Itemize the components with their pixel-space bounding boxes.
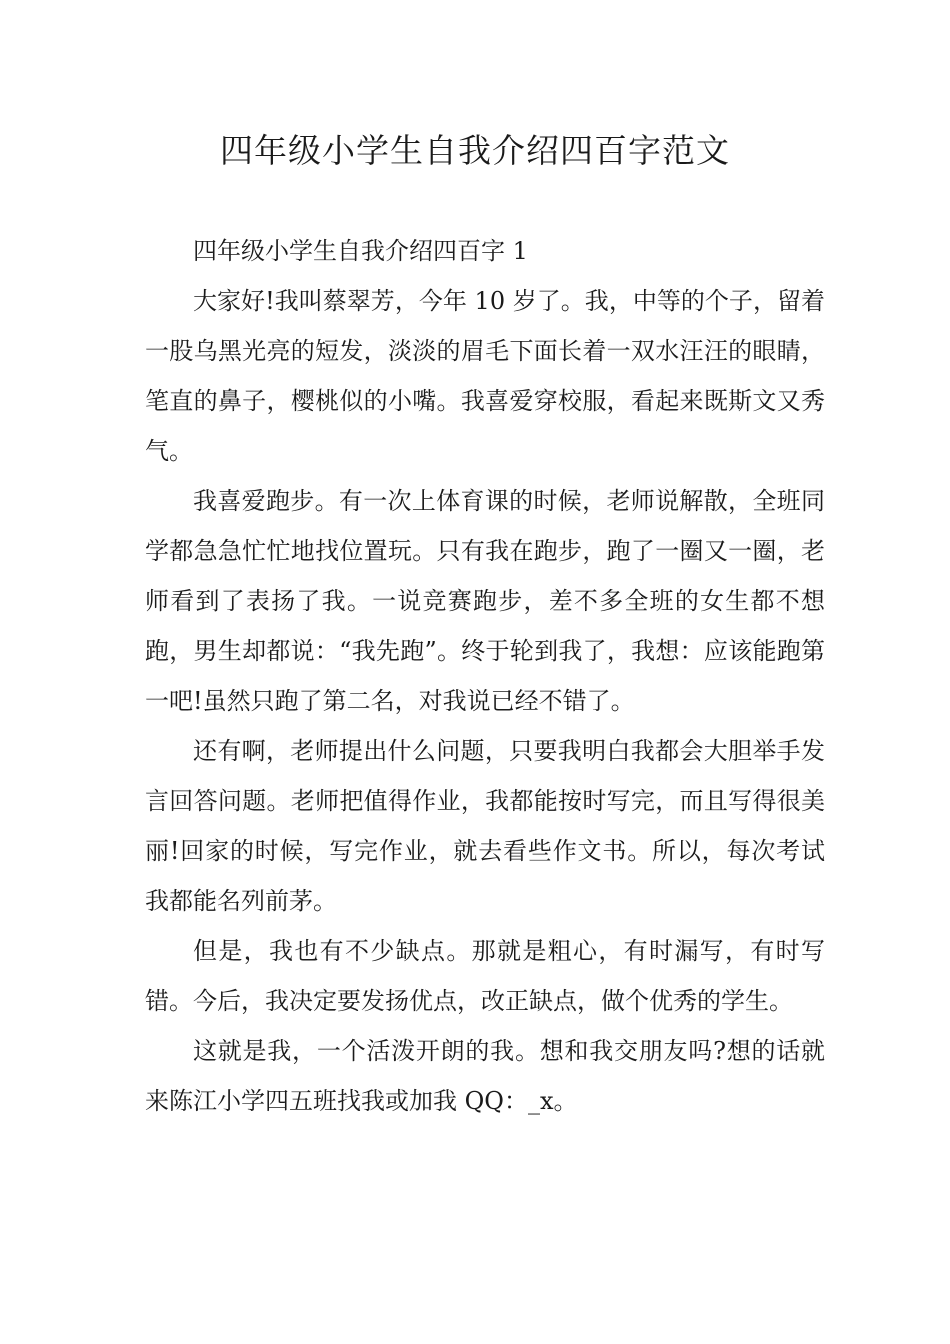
paragraph-subtitle: 四年级小学生自我介绍四百字 1: [193, 237, 528, 265]
document-body: [145, 226, 825, 1126]
paragraph-running: 我喜爱跑步。有一次上体育课的时候，老师说解散，全班同学都急急忙忙地找位置玩。只有我在跑步，跑了一圈又一圈，老师看到了表扬了我。一说竞赛跑步，差不多全班的女生都不想跑，男生却都说：“我先跑”。终于轮到我了，我想：应该能跑第一吧!虽然只跑了第二名，对我说已经不错了。: [145, 487, 825, 715]
paragraph-shortcomings: 但是，我也有不少缺点。那就是粗心，有时漏写，有时写错。今后，我决定要发扬优点，改正缺点，做个优秀的学生。: [145, 937, 825, 1015]
paragraph-study: 还有啊，老师提出什么问题，只要我明白我都会大胆举手发言回答问题。老师把值得作业，我都能按时写完，而且写得很美丽!回家的时候，写完作业，就去看些作文书。所以，每次考试我都能名列前茅。: [145, 737, 825, 915]
paragraph-closing: 这就是我，一个活泼开朗的我。想和我交朋友吗?想的话就来陈江小学四五班找我或加我 QQ：_x。: [145, 1037, 825, 1115]
paragraph-intro: 大家好!我叫蔡翠芳，今年 10 岁了。我，中等的个子，留着一股乌黑光亮的短发，淡淡的眉毛下面长着一双水汪汪的眼睛，笔直的鼻子，樱桃似的小嘴。我喜爱穿校服，看起来既斯文又秀气。: [145, 287, 825, 465]
document-title: 四年级小学生自我介绍四百字范文: [220, 131, 730, 170]
